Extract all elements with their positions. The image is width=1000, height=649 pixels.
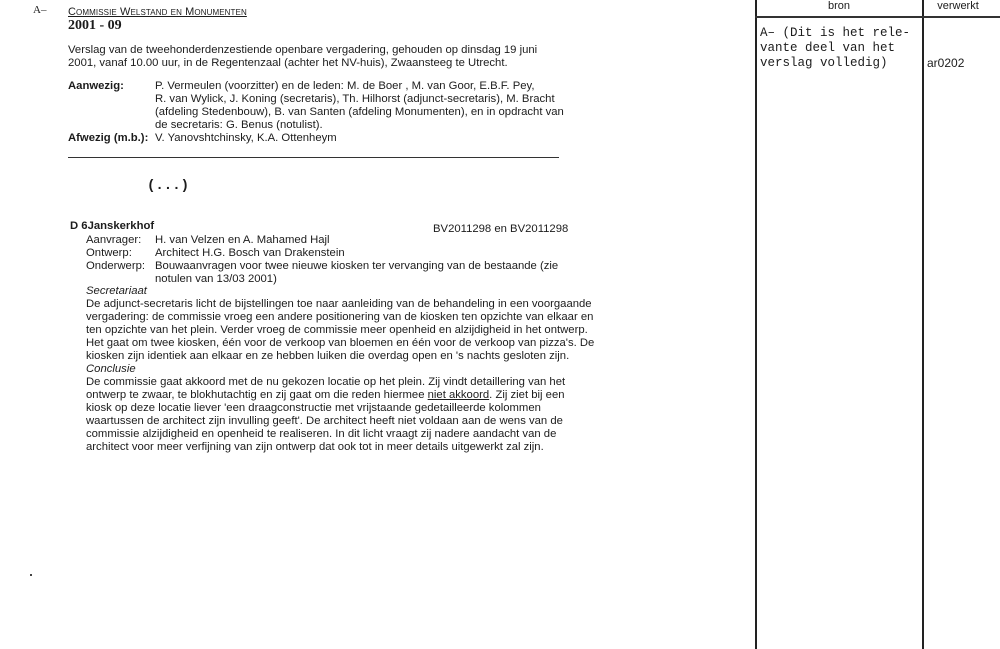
field-value: Bouwaanvragen voor twee nieuwe kiosken ter vervanging van de bestaande (zie notulen van 13/03 2001) — [155, 260, 559, 286]
source-note — [760, 26, 910, 71]
conclusion-text: De commissie gaat akkoord met de nu gekozen locatie op het plein. Zij vindt detaillering van het ontwerp te zwaar, te blokhutachtig en zij gaat om die reden hiermee — [86, 376, 566, 402]
field-label: Onderwerp: — [86, 260, 146, 272]
processed-code: ar0202 — [927, 56, 965, 70]
intro-paragraph: Verslag van de tweehonderdenzestiende openbare vergadering, gehouden op dinsdag 19 juni 2001, vanaf 10.00 uur, in de Regentenzaal (achter het NV-huis), Zwaansteeg te Utrecht. — [68, 44, 538, 70]
present-list — [155, 80, 575, 132]
item-title: D 6Janskerkhof — [70, 220, 155, 232]
text-line: vergadering: de commissie vroeg een andere positionering van de kiosken ten opzichte van elkaar en — [86, 311, 594, 324]
present-label: Aanwezig: — [68, 80, 124, 92]
report-number: 2001 - 09 — [68, 18, 122, 33]
column-header-processed: verwerkt — [937, 0, 979, 12]
margin-mark: A– — [33, 4, 47, 16]
source-line: A– (Dit is het rele- — [760, 26, 911, 40]
secretariat-heading: Secretariaat — [86, 285, 147, 297]
text-line: Het gaat om twee kiosken, één voor de verkoop van bloemen en één voor de verkoop van pizza's. De — [86, 337, 595, 350]
table-border-left — [755, 0, 757, 649]
absent-label: Afwezig (m.b.): — [68, 132, 149, 144]
column-header-source: bron — [827, 0, 851, 12]
table-column-divider — [922, 0, 924, 649]
conclusion-paragraph — [86, 376, 570, 455]
conclusion-heading: Conclusie — [86, 363, 136, 375]
field-value: Architect H.G. Bosch van Drakenstein — [155, 247, 345, 259]
absent-list: V. Yanovshtchinsky, K.A. Ottenheym — [155, 132, 337, 144]
conclusion-text: . Zij ziet bij een kiosk op deze locatie liever 'een draagconstructie met vrijstaande gedetailleerde kolommen waartussen de architect zijn invulling geeft'. De architect heeft niet voldaan aan de wens van de commissie alzijdigheid en openheid te realiseren. In dit licht vraagt zij nadere aandacht van de architect voor meer verfijning van zijn ontwerp dat ook tot in meer details uitgewerkt zal zijn. — [86, 389, 565, 454]
text-line: ten opzichte van het plein. Verder vroeg de commissie meer openheid en alzijdigheid in het ontwerp. — [86, 324, 588, 337]
present-line: P. Vermeulen (voorzitter) en de leden: M. de Boer , M. van Goor, E.B.F. Pey, — [155, 80, 535, 92]
source-line: verslag volledig) — [760, 56, 888, 70]
text-line: De adjunct-secretaris licht de bijstellingen toe naar aanleiding van de behandeling in een voorgaande — [86, 298, 592, 310]
text-line: kiosken zijn identiek aan elkaar en ze hebben luiken die overdag open en 's nachts gesloten zijn. — [86, 350, 570, 363]
field-label: Aanvrager: — [86, 234, 142, 246]
conclusion-verdict: niet akkoord — [427, 389, 490, 402]
secretariat-paragraph — [86, 298, 595, 363]
present-line: (afdeling Stedenbouw), B. van Santen (afdeling Monumenten), en in opdracht van — [155, 106, 564, 119]
item-reference: BV2011298 en BV2011298 — [433, 223, 569, 235]
organization-title: Commissie Welstand en Monumenten — [68, 6, 247, 18]
present-line: R. van Wylick, J. Koning (secretaris), Th. Hilhorst (adjunct-secretaris), M. Bracht — [155, 93, 555, 106]
field-label: Ontwerp: — [86, 247, 132, 259]
source-line: vante deel van het — [760, 41, 896, 55]
table-header-rule — [755, 16, 1000, 18]
field-value: H. van Velzen en A. Mahamed Hajl — [155, 234, 330, 246]
omission-marker: (...) — [147, 178, 190, 194]
section-divider — [68, 157, 559, 158]
present-line: de secretaris: G. Benus (notulist). — [155, 119, 323, 132]
scan-speck — [30, 574, 32, 576]
